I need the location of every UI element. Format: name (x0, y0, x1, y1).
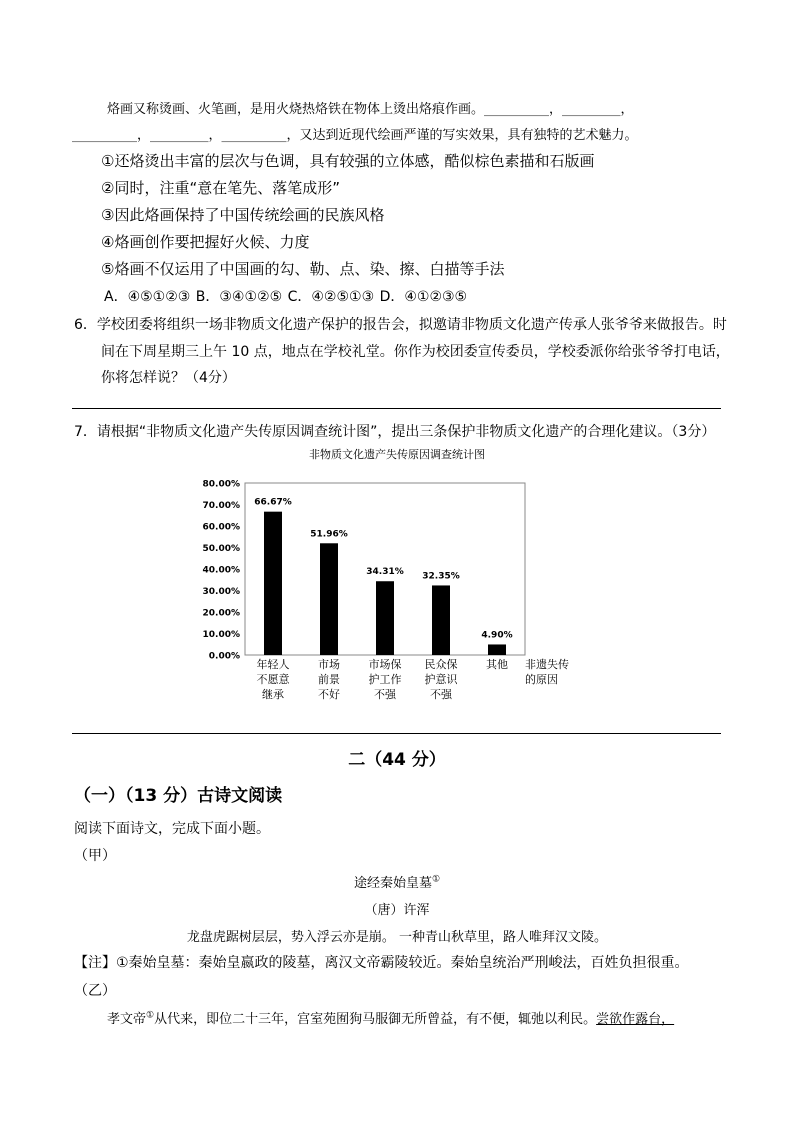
answer-line (72, 408, 721, 409)
y-tick-label: 10.00% (202, 630, 240, 640)
poem-note: 【注】①秦始皇墓：秦始皇嬴政的陵墓，离汉文帝霸陵较近。秦始皇统治严刑峻法，百姓负担很重。 (74, 955, 689, 971)
poem-text: 龙盘虎踞树层层，势入浮云亦是崩。 一种青山秋草里，路人唯拜汉文陵。 (186, 930, 608, 945)
q6-line-3: 你将怎样说？（4分） (101, 370, 236, 386)
x-axis-label-line: 非遗失传 (525, 658, 569, 671)
x-tick-label: 民众保 (424, 658, 458, 671)
q5-option-item-5: ⑤烙画不仅运用了中国画的勾、勒、点、染、擦、白描等手法 (101, 260, 505, 278)
x-tick-label: 前景 (318, 673, 340, 686)
q7-prompt: 7．请根据“非物质文化遗产失传原因调查统计图”，提出三条保护非物质文化遗产的合理化建议。（3分） (74, 424, 716, 440)
y-tick-label: 40.00% (202, 565, 240, 576)
q6-line-2: 间在下周星期三上午 10 点，地点在学校礼堂。你作为校团委宣传委员，学校委派你给张爷爷打电话， (101, 344, 730, 360)
data-label: 66.67% (254, 497, 292, 508)
q5-line-1: 烙画又称烫画、火笔画，是用火烧热烙铁在物体上烫出烙痕作画。__________，_________， (107, 102, 634, 117)
q5-answer-choices: A．④⑤①②③ B．③④①②⑤ C．④②⑤①③ D．④①②③⑤ (104, 289, 468, 305)
prose-underlined-sentence: 尝欲作露台， (596, 1012, 675, 1027)
x-tick-label: 年轻人 (256, 658, 290, 671)
category-labels (257, 657, 509, 701)
passage-yi-label: （乙） (74, 983, 116, 999)
q5-option-item-1: ①还烙烫出丰富的层次与色调，具有较强的立体感，酷似棕色素描和石版画 (101, 152, 595, 170)
y-tick-label: 20.00% (202, 608, 240, 619)
x-tick-label: 不好 (318, 688, 340, 701)
prose-start: 孝文帝 (107, 1012, 147, 1027)
x-tick-label: 其他 (486, 658, 508, 671)
x-tick-label: 护工作 (368, 673, 402, 686)
q5-option-item-4: ④烙画创作要把握好火候、力度 (101, 233, 310, 251)
x-tick-label: 继承 (262, 688, 284, 701)
y-axis-ticks (203, 480, 241, 662)
y-tick-label: 50.00% (202, 544, 240, 554)
x-tick-label: 不愿意 (256, 673, 290, 686)
poem-title (0, 872, 794, 891)
poem-title-note-mark: ① (431, 874, 441, 885)
x-tick-label: 市场保 (368, 658, 402, 671)
x-tick-label: 不强 (374, 688, 396, 701)
bars (264, 512, 506, 655)
x-axis-label-line: 的原因 (525, 673, 558, 686)
prose-middle: 从代来，即位二十三年，宫室苑囿狗马服御无所曾益，有不便，辄弛以利民。 (154, 1012, 597, 1027)
failure-reasons-bar-chart (0, 440, 794, 730)
bar (320, 543, 338, 655)
q5-option-item-3: ③因此烙画保持了中国传统绘画的民族风格 (101, 206, 385, 224)
bar (488, 644, 506, 655)
q6-line-1: 6．学校团委将组织一场非物质文化遗产保护的报告会，拟邀请非物质文化遗产传承人张爷爷来做报告。时 (74, 317, 727, 333)
data-label: 32.35% (422, 571, 460, 582)
x-tick-label: 市场 (318, 658, 340, 671)
section-2-heading: 二（44 分） (348, 750, 446, 770)
prose-line-1 (107, 1008, 674, 1027)
bar (264, 512, 282, 655)
poem-title-text: 途经秦始皇墓 (353, 876, 432, 891)
chart-title: 非物质文化遗产失传原因调查统计图 (309, 448, 485, 461)
x-tick-label: 护意识 (424, 673, 458, 686)
data-label: 34.31% (366, 567, 404, 578)
bar (432, 585, 450, 655)
prose-note-mark: ① (146, 1010, 155, 1021)
y-tick-label: 0.00% (208, 651, 240, 662)
data-label: 4.90% (481, 630, 513, 641)
bar (376, 581, 394, 655)
y-tick-label: 80.00% (202, 479, 240, 490)
poem-author: （唐）许浑 (364, 903, 430, 918)
y-tick-label: 30.00% (202, 587, 240, 597)
q5-option-item-2: ②同时，注重“意在笔先、落笔成形” (101, 179, 340, 197)
subsection-1-heading: （一）（13 分）古诗文阅读 (74, 786, 283, 806)
q5-line-2: __________，_________，__________，又达到近现代绘画严谨的写实效果，具有独特的艺术魅力。 (72, 128, 638, 143)
data-label: 51.96% (310, 529, 348, 540)
passage-jia-label: （甲） (74, 848, 116, 864)
section-divider (72, 733, 721, 734)
y-tick-label: 70.00% (202, 501, 240, 511)
y-tick-label: 60.00% (202, 522, 240, 533)
x-tick-label: 不强 (430, 688, 452, 701)
reading-instructions: 阅读下面诗文，完成下面小题。 (74, 821, 270, 837)
x-axis-label (525, 657, 569, 686)
